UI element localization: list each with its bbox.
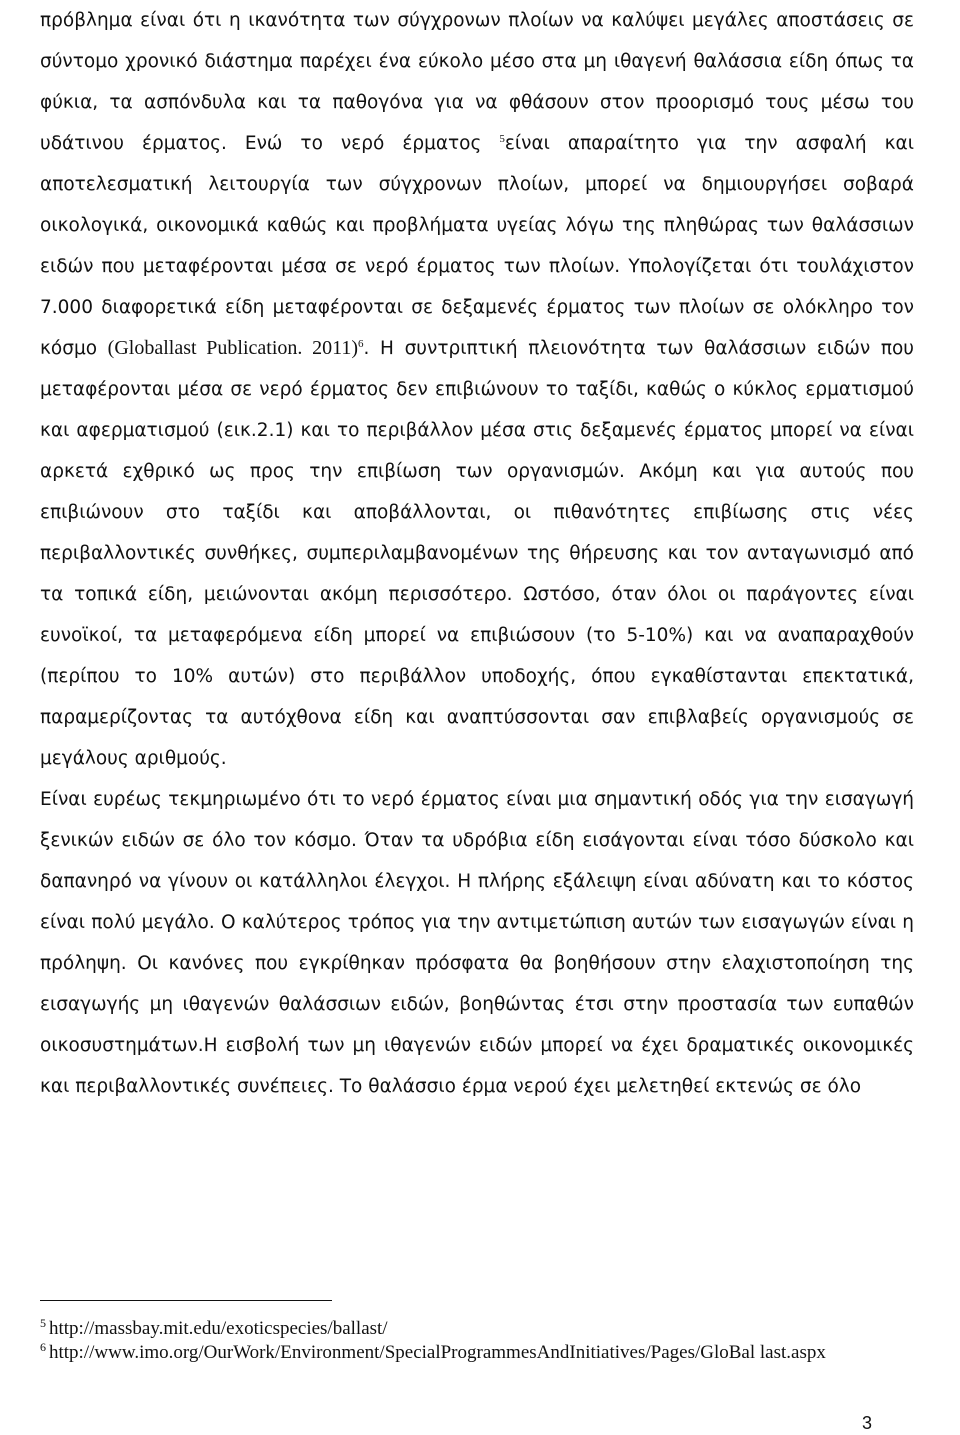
footnote-separator — [40, 1300, 332, 1301]
text-run: . Η συντριπτική πλειονότητα των θαλάσσιων ειδών που μεταφέρονται μέσα σε νερό έρματος δεν επιβιώνουν το ταξίδι, καθώς ο κύκλος ερματισμού και αφερματισμού (εικ.2.1) και το περιβάλλον μέσα στις δεξαμενές έρματος μπορεί να είναι αρκετά εχθρικό ως προς την επιβίωση των οργανισμών. Ακόμη και για αυτούς που επιβιώνουν στο ταξίδι και αποβάλλονται, οι πιθανότητες επιβίωσης στις νέες περιβαλλοντικές συνθήκες, συμπεριλαμβανομένων της θήρευσης και τον ανταγωνισμό από τα τοπικά είδη, μειώνονται ακόμη περισσότερο. Ωστόσο, όταν όλοι οι παράγοντες είναι ευνοϊκοί, τα μεταφερόμενα είδη μπορεί να επιβιώσουν (το 5-10%) και να αναπαραχθούν (περίπου το 10% αυτών) στο περιβάλλον υποδοχής, όπου εγκαθίστανται επεκτατικά, παραμερίζοντας τα αυτόχθονα είδη και αναπτύσσονται σαν επιβλαβείς οργανισμούς σε μεγάλους αριθμούς. — [40, 338, 915, 769]
footnotes — [40, 1317, 920, 1365]
footnote-link[interactable]: http://www.imo.org/OurWork/Environment/SpecialProgrammesAndInitiatives/Pages/GloBal last.aspx — [49, 1342, 826, 1363]
paragraph — [40, 0, 914, 779]
text-run: Είναι ευρέως τεκμηριωμένο ότι το νερό έρματος είναι μια σημαντική οδός για την εισαγωγή ξενικών ειδών σε όλο τον κόσμο. Όταν τα υδρόβια είδη εισάγονται είναι τόσο δύσκολο και δαπανηρό να γίνουν οι κατάλληλοι έλεγχοι. Η πλήρης εξάλειψη είναι αδύνατη και το κόστος είναι πολύ μεγάλο. Ο καλύτερος τρόπος για την αντιμετώπιση αυτών των εισαγωγών είναι η πρόληψη. Οι κανόνες που εγκρίθηκαν πρόσφατα θα βοηθήσουν στην ελαχιστοποίηση της εισαγωγής μη ιθαγενών θαλάσσιων ειδών, βοηθώντας έτσι στην προστασία των ευπαθών οικοσυστημάτων.Η εισβολή των μη ιθαγενών ειδών μπορεί να έχει δραματικές οικονομικές και περιβαλλοντικές συνέπειες. Το θαλάσσιο έρμα νερού έχει μελετηθεί εκτενώς σε όλο — [40, 789, 914, 1097]
footnote-number: 6 — [40, 1339, 46, 1354]
footnote-6 — [40, 1341, 920, 1365]
footnote-reference: 5 — [499, 132, 505, 145]
footnote-5 — [40, 1317, 920, 1341]
body-text — [40, 0, 914, 1107]
paragraph — [40, 779, 914, 1107]
citation: (Globallast Publication. 2011) — [107, 337, 359, 359]
footnote-link[interactable]: http://massbay.mit.edu/exoticspecies/ballast/ — [49, 1318, 388, 1339]
page-number: 3 — [861, 1413, 872, 1433]
text-run: πρόβλημα είναι ότι η ικανότητα των σύγχρονων πλοίων να καλύψει μεγάλες αποστάσεις σε σύντομο χρονικό διάστημα παρέχει ένα εύκολο μέσο στα μη ιθαγενή θαλάσσια είδη όπως τα φύκια, τα ασπόνδυλα και τα παθογόνα για να φθάσουν στον προορισμό τους μέσω του υδάτινου έρματος. Ενώ το νερό έρματος — [40, 10, 914, 154]
footnote-number: 5 — [40, 1315, 46, 1330]
footnote-reference: 6 — [358, 337, 364, 350]
text-run: είναι απαραίτητο για την ασφαλή και αποτελεσματική λειτουργία των σύγχρονων πλοίων, μπορεί να δημιουργήσει σοβαρά οικολογικά, οικονομικά καθώς και προβλήματα υγείας λόγω της πληθώρας των θαλάσσιων ειδών που μεταφέρονται μέσα σε νερό έρματος των πλοίων. Υπολογίζεται ότι τουλάχιστον 7.000 διαφορετικά είδη μεταφέρονται σε δεξαμενές έρματος των πλοίων σε ολόκληρο τον κόσμο — [40, 133, 914, 359]
